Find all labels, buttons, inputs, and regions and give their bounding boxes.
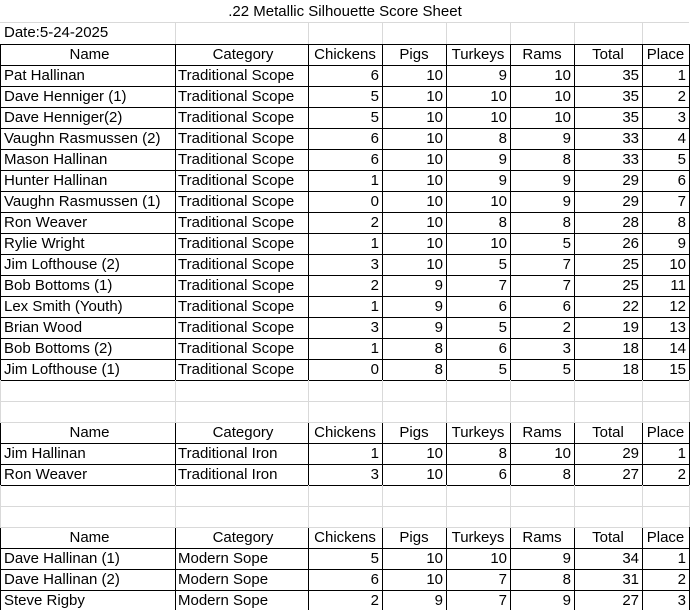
- cell-category: Traditional Scope: [178, 235, 295, 252]
- cell-pigs: 10: [426, 109, 443, 126]
- column-header-category: Category: [212, 424, 274, 441]
- cell-turkeys: 7: [498, 571, 507, 588]
- cell-place: 8: [677, 214, 686, 231]
- column-header-chickens: Chickens: [314, 46, 376, 63]
- cell-chickens: 5: [370, 550, 379, 567]
- cell-total: 29: [622, 172, 639, 189]
- cell-category: Traditional Scope: [178, 193, 295, 210]
- cell-name: Dave Henniger (1): [4, 88, 127, 105]
- cell-name: Rylie Wright: [4, 235, 85, 252]
- cell-name: Lex Smith (Youth): [4, 298, 123, 315]
- cell-category: Traditional Scope: [178, 151, 295, 168]
- table-row: [0, 590, 690, 611]
- cell-rams: 5: [562, 361, 571, 378]
- cell-name: Jim Hallinan: [4, 445, 86, 462]
- cell-pigs: 10: [426, 445, 443, 462]
- column-header-category: Category: [212, 46, 274, 63]
- cell-total: 29: [622, 445, 639, 462]
- cell-pigs: 10: [426, 256, 443, 273]
- cell-place: 9: [677, 235, 686, 252]
- cell-category: Traditional Scope: [178, 277, 295, 294]
- column-header-name: Name: [69, 529, 110, 546]
- cell-chickens: 2: [370, 277, 379, 294]
- cell-chickens: 6: [370, 571, 379, 588]
- table-row: [0, 275, 690, 296]
- cell-total: 26: [622, 235, 639, 252]
- cell-chickens: 6: [370, 67, 379, 84]
- table-row: [0, 65, 690, 86]
- cell-turkeys: 5: [498, 361, 507, 378]
- column-header-total: Total: [592, 46, 624, 63]
- cell-turkeys: 9: [498, 151, 507, 168]
- cell-turkeys: 5: [498, 319, 507, 336]
- cell-category: Traditional Scope: [178, 361, 295, 378]
- cell-category: Traditional Scope: [178, 109, 295, 126]
- cell-total: 19: [622, 319, 639, 336]
- cell-pigs: 9: [434, 592, 443, 609]
- cell-place: 14: [669, 340, 686, 357]
- cell-place: 3: [677, 109, 686, 126]
- column-header-turkeys: Turkeys: [451, 424, 505, 441]
- cell-place: 2: [677, 88, 686, 105]
- cell-pigs: 10: [426, 214, 443, 231]
- cell-name: Dave Henniger(2): [4, 109, 123, 126]
- cell-rams: 9: [562, 592, 571, 609]
- column-header-chickens: Chickens: [314, 529, 376, 546]
- cell-chickens: 5: [370, 109, 379, 126]
- cell-turkeys: 10: [490, 550, 507, 567]
- cell-pigs: 10: [426, 466, 443, 483]
- cell-turkeys: 7: [498, 592, 507, 609]
- column-header-turkeys: Turkeys: [451, 46, 505, 63]
- cell-name: Bob Bottoms (2): [4, 340, 113, 357]
- cell-pigs: 10: [426, 67, 443, 84]
- cell-name: Pat Hallinan: [4, 67, 85, 84]
- cell-category: Traditional Scope: [178, 256, 295, 273]
- cell-rams: 3: [562, 340, 571, 357]
- cell-category: Traditional Scope: [178, 214, 295, 231]
- cell-rams: 2: [562, 319, 571, 336]
- cell-chickens: 1: [370, 445, 379, 462]
- table-row: [0, 107, 690, 128]
- column-header-pigs: Pigs: [399, 46, 429, 63]
- cell-rams: 9: [562, 550, 571, 567]
- sheet-title: .22 Metallic Silhouette Score Sheet: [228, 3, 462, 20]
- cell-total: 34: [622, 550, 639, 567]
- cell-chickens: 6: [370, 130, 379, 147]
- table-row: [0, 233, 690, 254]
- cell-total: 33: [622, 151, 639, 168]
- cell-turkeys: 6: [498, 298, 507, 315]
- cell-pigs: 10: [426, 88, 443, 105]
- cell-chickens: 1: [370, 172, 379, 189]
- column-header-name: Name: [69, 424, 110, 441]
- cell-turkeys: 7: [498, 277, 507, 294]
- cell-place: 2: [677, 466, 686, 483]
- cell-chickens: 1: [370, 298, 379, 315]
- cell-category: Modern Sope: [178, 550, 269, 567]
- header-row: [0, 44, 690, 65]
- cell-rams: 7: [562, 256, 571, 273]
- column-header-place: Place: [646, 529, 685, 546]
- cell-name: Dave Hallinan (1): [4, 550, 120, 567]
- cell-rams: 10: [554, 67, 571, 84]
- cell-rams: 9: [562, 130, 571, 147]
- cell-category: Traditional Scope: [178, 298, 295, 315]
- cell-rams: 10: [554, 88, 571, 105]
- cell-pigs: 10: [426, 130, 443, 147]
- cell-rams: 9: [562, 193, 571, 210]
- cell-turkeys: 9: [498, 67, 507, 84]
- column-header-place: Place: [646, 424, 685, 441]
- cell-total: 22: [622, 298, 639, 315]
- column-header-total: Total: [592, 529, 624, 546]
- cell-total: 35: [622, 67, 639, 84]
- column-header-name: Name: [69, 46, 110, 63]
- table-row: [0, 548, 690, 569]
- cell-total: 29: [622, 193, 639, 210]
- cell-pigs: 10: [426, 151, 443, 168]
- cell-turkeys: 9: [498, 172, 507, 189]
- column-header-pigs: Pigs: [399, 529, 429, 546]
- cell-turkeys: 6: [498, 466, 507, 483]
- cell-place: 13: [669, 319, 686, 336]
- column-header-turkeys: Turkeys: [451, 529, 505, 546]
- table-row: [0, 359, 690, 380]
- cell-pigs: 10: [426, 235, 443, 252]
- cell-chickens: 0: [370, 361, 379, 378]
- cell-rams: 10: [554, 445, 571, 462]
- cell-turkeys: 8: [498, 130, 507, 147]
- cell-total: 28: [622, 214, 639, 231]
- cell-pigs: 9: [434, 298, 443, 315]
- cell-place: 3: [677, 592, 686, 609]
- cell-category: Traditional Scope: [178, 67, 295, 84]
- cell-name: Vaughn Rasmussen (2): [4, 130, 161, 147]
- cell-turkeys: 10: [490, 109, 507, 126]
- cell-category: Traditional Scope: [178, 340, 295, 357]
- cell-rams: 10: [554, 109, 571, 126]
- cell-name: Ron Weaver: [4, 214, 88, 231]
- cell-category: Traditional Iron: [178, 445, 278, 462]
- cell-chickens: 1: [370, 235, 379, 252]
- cell-category: Traditional Scope: [178, 130, 295, 147]
- cell-total: 18: [622, 340, 639, 357]
- cell-category: Traditional Scope: [178, 319, 295, 336]
- cell-turkeys: 5: [498, 256, 507, 273]
- cell-turkeys: 10: [490, 235, 507, 252]
- cell-pigs: 9: [434, 319, 443, 336]
- column-header-rams: Rams: [522, 529, 562, 546]
- table-row: [0, 86, 690, 107]
- cell-turkeys: 8: [498, 214, 507, 231]
- cell-name: Brian Wood: [4, 319, 83, 336]
- cell-pigs: 10: [426, 571, 443, 588]
- column-header-category: Category: [212, 529, 274, 546]
- table-row: [0, 191, 690, 212]
- cell-rams: 8: [562, 151, 571, 168]
- cell-chickens: 3: [370, 466, 379, 483]
- table-row: [0, 317, 690, 338]
- cell-turkeys: 10: [490, 193, 507, 210]
- cell-name: Ron Weaver: [4, 466, 88, 483]
- table-row: [0, 569, 690, 590]
- cell-category: Modern Sope: [178, 592, 269, 609]
- column-header-rams: Rams: [522, 46, 562, 63]
- cell-chickens: 3: [370, 319, 379, 336]
- cell-total: 25: [622, 256, 639, 273]
- cell-chickens: 0: [370, 193, 379, 210]
- cell-chickens: 1: [370, 340, 379, 357]
- table-row: [0, 170, 690, 191]
- cell-turkeys: 10: [490, 88, 507, 105]
- header-row: [0, 527, 690, 548]
- cell-total: 35: [622, 109, 639, 126]
- column-header-place: Place: [646, 46, 685, 63]
- header-row: [0, 422, 690, 443]
- cell-place: 1: [677, 445, 686, 462]
- column-header-total: Total: [592, 424, 624, 441]
- cell-rams: 8: [562, 214, 571, 231]
- table-row: [0, 464, 690, 485]
- cell-name: Mason Hallinan: [4, 151, 108, 168]
- cell-chickens: 2: [370, 592, 379, 609]
- cell-category: Modern Sope: [178, 571, 269, 588]
- cell-name: Dave Hallinan (2): [4, 571, 120, 588]
- table-row: [0, 338, 690, 359]
- cell-total: 18: [622, 361, 639, 378]
- cell-chickens: 2: [370, 214, 379, 231]
- cell-place: 10: [669, 256, 686, 273]
- column-header-pigs: Pigs: [399, 424, 429, 441]
- cell-category: Traditional Iron: [178, 466, 278, 483]
- cell-pigs: 10: [426, 193, 443, 210]
- cell-total: 35: [622, 88, 639, 105]
- cell-pigs: 8: [434, 361, 443, 378]
- cell-place: 12: [669, 298, 686, 315]
- cell-pigs: 8: [434, 340, 443, 357]
- date-label: Date:5-24-2025: [4, 24, 109, 41]
- cell-chickens: 5: [370, 88, 379, 105]
- cell-total: 31: [622, 571, 639, 588]
- cell-name: Jim Lofthouse (2): [4, 256, 120, 273]
- cell-pigs: 10: [426, 550, 443, 567]
- table-row: [0, 443, 690, 464]
- column-header-rams: Rams: [522, 424, 562, 441]
- cell-rams: 8: [562, 466, 571, 483]
- cell-total: 27: [622, 592, 639, 609]
- cell-place: 1: [677, 67, 686, 84]
- cell-place: 6: [677, 172, 686, 189]
- table-row: [0, 149, 690, 170]
- cell-pigs: 9: [434, 277, 443, 294]
- cell-total: 33: [622, 130, 639, 147]
- cell-turkeys: 6: [498, 340, 507, 357]
- cell-name: Hunter Hallinan: [4, 172, 108, 189]
- column-header-chickens: Chickens: [314, 424, 376, 441]
- cell-total: 25: [622, 277, 639, 294]
- cell-rams: 9: [562, 172, 571, 189]
- table-row: [0, 212, 690, 233]
- cell-place: 11: [670, 277, 686, 294]
- cell-rams: 7: [562, 277, 571, 294]
- cell-category: Traditional Scope: [178, 88, 295, 105]
- cell-name: Steve Rigby: [4, 592, 85, 609]
- cell-place: 1: [677, 550, 686, 567]
- cell-chickens: 3: [370, 256, 379, 273]
- cell-chickens: 6: [370, 151, 379, 168]
- cell-place: 2: [677, 571, 686, 588]
- cell-rams: 8: [562, 571, 571, 588]
- table-row: [0, 128, 690, 149]
- cell-total: 27: [622, 466, 639, 483]
- cell-place: 4: [677, 130, 686, 147]
- table-row: [0, 296, 690, 317]
- cell-turkeys: 8: [498, 445, 507, 462]
- cell-place: 7: [677, 193, 686, 210]
- cell-rams: 6: [562, 298, 571, 315]
- cell-place: 15: [669, 361, 686, 378]
- cell-rams: 5: [562, 235, 571, 252]
- cell-name: Vaughn Rasmussen (1): [4, 193, 161, 210]
- cell-name: Jim Lofthouse (1): [4, 361, 120, 378]
- cell-category: Traditional Scope: [178, 172, 295, 189]
- table-row: [0, 254, 690, 275]
- cell-name: Bob Bottoms (1): [4, 277, 113, 294]
- cell-place: 5: [677, 151, 686, 168]
- cell-pigs: 10: [426, 172, 443, 189]
